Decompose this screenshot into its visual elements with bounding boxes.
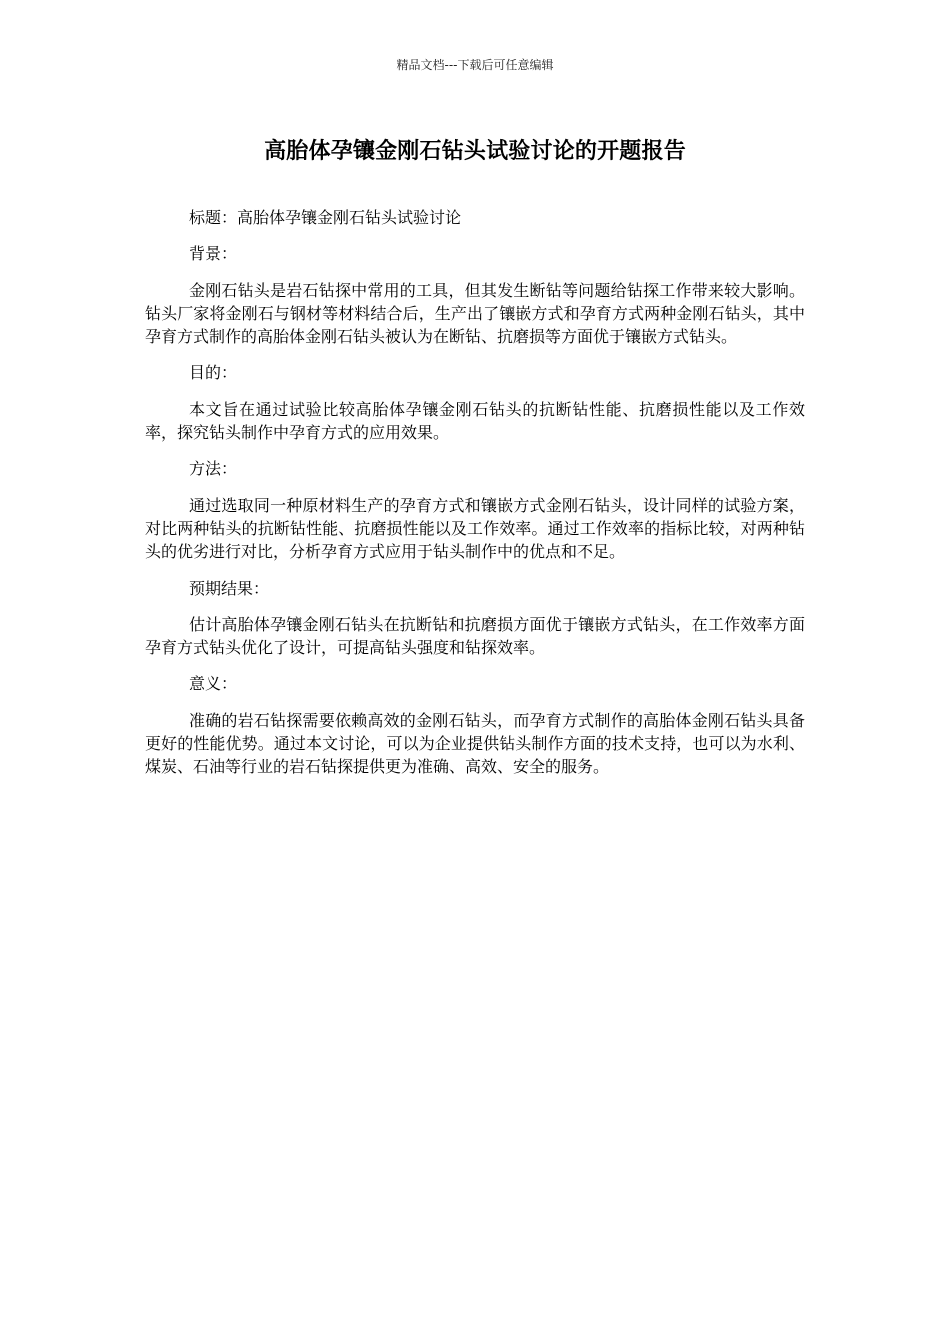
header-note: 精品文档---下载后可任意编辑 — [396, 58, 554, 72]
method-heading: 方法： — [189, 459, 238, 479]
significance-paragraph: 准确的岩石钻探需要依赖高效的金刚石钻头，而孕育方式制作的高胎体金刚石钻头具备更好的性能优势。通过本文讨论，可以为企业提供钻头制作方面的技术支持，也可以为水利、煤炭、石油等行业的岩石钻探提供更为准确、高效、安全的服务。 — [145, 710, 805, 777]
document-body — [145, 206, 805, 792]
expected-results-heading: 预期结果： — [189, 578, 270, 598]
document-title: 高胎体孕镶金刚石钻头试验讨论的开题报告 — [264, 139, 686, 164]
subject-line: 标题：高胎体孕镶金刚石钻头试验讨论 — [189, 208, 462, 227]
method-paragraph: 通过选取同一种原材料生产的孕育方式和镶嵌方式金刚石钻头，设计同样的试验方案，对比两种钻头的抗断钻性能、抗磨损性能以及工作效率。通过工作效率的指标比较，对两种钻头的优劣进行对比，分析孕育方式应用于钻头制作中的优点和不足。 — [145, 495, 805, 562]
purpose-heading: 目的： — [189, 363, 238, 383]
purpose-paragraph: 本文旨在通过试验比较高胎体孕镶金刚石钻头的抗断钻性能、抗磨损性能以及工作效率，探究钻头制作中孕育方式的应用效果。 — [145, 399, 805, 443]
significance-heading: 意义： — [189, 674, 238, 694]
expected-results-paragraph: 估计高胎体孕镶金刚石钻头在抗断钻和抗磨损方面优于镶嵌方式钻头，在工作效率方面孕育方式钻头优化了设计，可提高钻头强度和钻探效率。 — [145, 614, 805, 658]
background-heading: 背景： — [189, 244, 238, 264]
background-paragraph: 金刚石钻头是岩石钻探中常用的工具，但其发生断钻等问题给钻探工作带来较大影响。钻头厂家将金刚石与钢材等材料结合后，生产出了镶嵌方式和孕育方式两种金刚石钻头，其中孕育方式制作的高胎体金刚石钻头被认为在断钻、抗磨损等方面优于镶嵌方式钻头。 — [145, 280, 805, 347]
